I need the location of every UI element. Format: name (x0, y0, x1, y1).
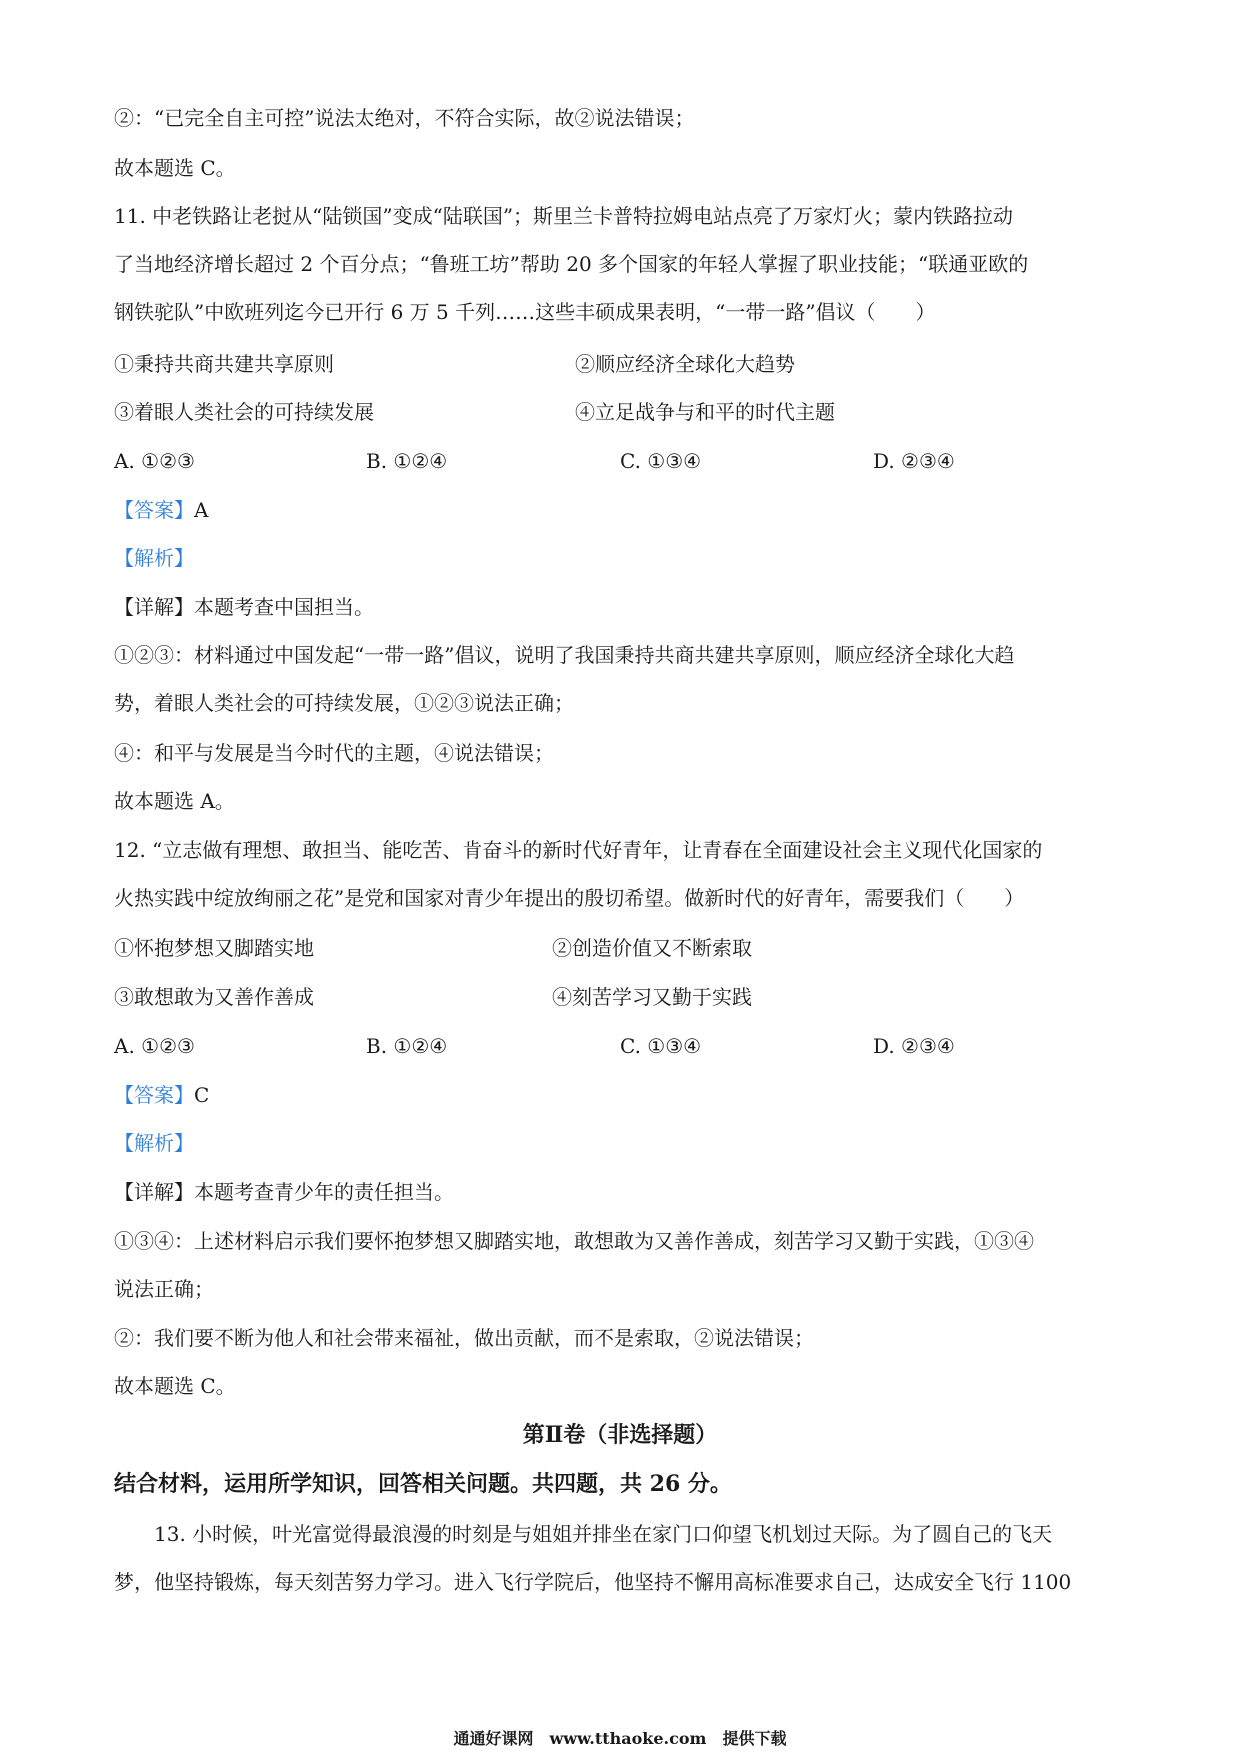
q11-stem-line-1: 11. 中老铁路让老挝从“陆锁国”变成“陆联国”；斯里兰卡普特拉姆电站点亮了万家灯火；蒙内铁路拉动 (114, 204, 1014, 228)
q12-choice-a: A. ①②③ (114, 1034, 195, 1058)
q12-explain-1: 【详解】本题考查青少年的责任担当。 (114, 1180, 454, 1204)
q11-item-4: ④立足战争与和平的时代主题 (575, 400, 835, 424)
q12-stem-line-1: 12. “立志做有理想、敢担当、能吃苦、肯奋斗的新时代好青年，让青春在全面建设社会主义现代化国家的 (114, 838, 1043, 862)
answer-value: C (194, 1083, 210, 1107)
q12-explain-4: ②：我们要不断为他人和社会带来福祉，做出贡献，而不是索取，②说法错误； (114, 1326, 814, 1350)
q10-explain-line: ②：“已完全自主可控”说法太绝对，不符合实际，故②说法错误； (114, 106, 695, 130)
q11-item-2: ②顺应经济全球化大趋势 (575, 352, 795, 376)
q12-choice-c: C. ①③④ (620, 1034, 702, 1058)
q11-answer (114, 496, 208, 524)
q11-explain-3: 势，着眼人类社会的可持续发展，①②③说法正确； (114, 691, 574, 715)
q11-explain-4: ④：和平与发展是当今时代的主题，④说法错误； (114, 741, 554, 765)
answer-value: A (194, 498, 209, 522)
answer-tag: 【答案】 (114, 1083, 194, 1107)
q12-answer (114, 1081, 209, 1109)
q11-explain-2: ①②③：材料通过中国发起“一带一路”倡议，说明了我国秉持共商共建共享原则，顺应经济全球化大趋 (114, 643, 1015, 667)
q11-analysis-tag: 【解析】 (114, 546, 194, 570)
q12-choice-b: B. ①②④ (366, 1034, 448, 1058)
q12-explain-2: ①③④：上述材料启示我们要怀抱梦想又脚踏实地，敢想敢为又善作善成，刻苦学习又勤于实践，①③④ (114, 1229, 1034, 1253)
q10-conclusion: 故本题选 C。 (114, 156, 236, 180)
q13-stem-line-1: 13. 小时候，叶光富觉得最浪漫的时刻是与姐姐并排坐在家门口仰望飞机划过天际。为了圆自己的飞天 (154, 1522, 1053, 1546)
q11-choice-b: B. ①②④ (366, 449, 448, 473)
q11-explain-1: 【详解】本题考查中国担当。 (114, 595, 374, 619)
q12-explain-3: 说法正确； (114, 1277, 214, 1301)
q11-choice-d: D. ②③④ (873, 449, 955, 473)
q11-stem-line-2: 了当地经济增长超过 2 个百分点；“鲁班工坊”帮助 20 多个国家的年轻人掌握了职业技能；“联通亚欧的 (114, 252, 1029, 276)
q11-explain-5: 故本题选 A。 (114, 789, 235, 813)
q13-stem-line-2: 梦，他坚持锻炼，每天刻苦努力学习。进入飞行学院后，他坚持不懈用高标准要求自己，达成安全飞行 1100 (114, 1570, 1072, 1594)
q12-explain-5: 故本题选 C。 (114, 1374, 236, 1398)
q12-choice-d: D. ②③④ (873, 1034, 955, 1058)
q12-item-1: ①怀抱梦想又脚踏实地 (114, 936, 314, 960)
q11-item-1: ①秉持共商共建共享原则 (114, 352, 334, 376)
q12-analysis-tag: 【解析】 (114, 1131, 194, 1155)
q12-item-4: ④刻苦学习又勤于实践 (552, 985, 752, 1009)
q11-choice-c: C. ①③④ (620, 449, 702, 473)
q11-choice-a: A. ①②③ (114, 449, 195, 473)
section-title: 第Ⅱ卷（非选择题） (522, 1422, 718, 1448)
section-instruction: 结合材料，运用所学知识，回答相关问题。共四题，共 26 分。 (114, 1471, 732, 1497)
q11-stem-line-3: 钢铁驼队”中欧班列迄今已开行 6 万 5 千列……这些丰硕成果表明，“一带一路”倡议（ ） (114, 300, 936, 324)
q11-item-3: ③着眼人类社会的可持续发展 (114, 400, 374, 424)
q12-stem-line-2: 火热实践中绽放绚丽之花”是党和国家对青少年提出的殷切希望。做新时代的好青年，需要我们（ ） (114, 886, 1025, 910)
footer-watermark: 通通好课网 www.tthaoke.com 提供下载 (453, 1729, 787, 1748)
answer-tag: 【答案】 (114, 498, 194, 522)
q12-item-2: ②创造价值又不断索取 (552, 936, 752, 960)
q12-item-3: ③敢想敢为又善作善成 (114, 985, 314, 1009)
